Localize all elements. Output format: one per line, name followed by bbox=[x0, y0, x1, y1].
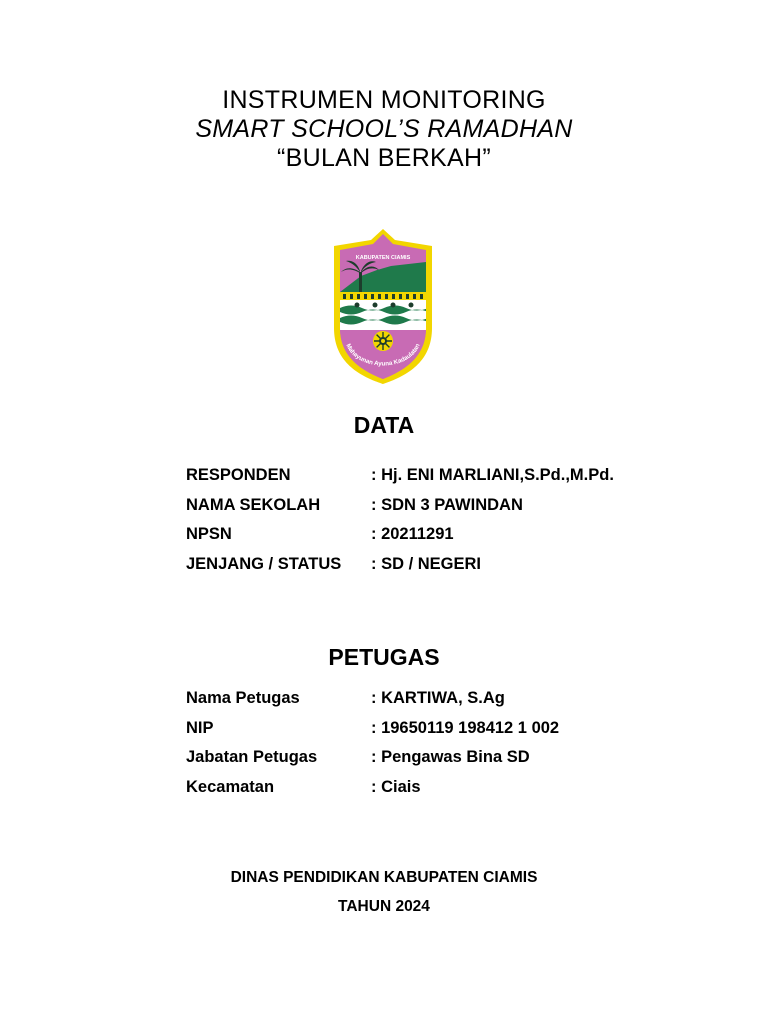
data-row-value: : SD / NEGERI bbox=[371, 554, 482, 573]
data-row bbox=[186, 496, 614, 526]
petugas-row-label: Nama Petugas bbox=[186, 689, 300, 707]
data-row-label: RESPONDEN bbox=[186, 466, 291, 484]
data-row-value: : 20211291 bbox=[371, 525, 454, 543]
svg-text:Mahayunan Ayuna Kadaulatan: Mahayunan Ayuna Kadaulatan bbox=[344, 342, 422, 368]
footer bbox=[0, 863, 768, 921]
title-line-1: INSTRUMEN MONITORING bbox=[222, 86, 546, 114]
petugas-row-label: Kecamatan bbox=[186, 777, 275, 796]
petugas-row-value: : KARTIWA, S.Ag bbox=[371, 689, 505, 707]
petugas-row bbox=[186, 719, 559, 749]
petugas-row-value: : Pengawas Bina SD bbox=[371, 748, 530, 766]
data-row-label: NAMA SEKOLAH bbox=[186, 495, 321, 514]
data-rows bbox=[186, 466, 614, 584]
petugas-row-value: : 19650119 198412 1 002 bbox=[371, 718, 560, 737]
data-row bbox=[186, 525, 614, 555]
petugas-heading: PETUGAS bbox=[328, 644, 440, 670]
petugas-row-value: : Ciais bbox=[371, 777, 421, 796]
data-heading: DATA bbox=[353, 412, 415, 438]
data-row-label: JENJANG / STATUS bbox=[186, 554, 342, 573]
document-title bbox=[0, 86, 768, 173]
data-row bbox=[186, 466, 614, 496]
petugas-row bbox=[186, 748, 559, 778]
petugas-row bbox=[186, 778, 559, 808]
data-row-value: : Hj. ENI MARLIANI,S.Pd.,M.Pd. bbox=[371, 466, 614, 484]
footer-line-2: TAHUN 2024 bbox=[338, 898, 430, 915]
title-line-3: “BULAN BERKAH” bbox=[277, 144, 491, 172]
petugas-row-label: Jabatan Petugas bbox=[186, 748, 318, 766]
svg-text:KABUPATEN CIAMIS: KABUPATEN CIAMIS bbox=[355, 255, 411, 261]
petugas-rows bbox=[186, 689, 559, 807]
kabupaten-ciamis-emblem bbox=[331, 228, 435, 384]
title-line-2: SMART SCHOOL’S RAMADHAN bbox=[195, 115, 573, 143]
petugas-row-label: NIP bbox=[186, 718, 214, 737]
petugas-row bbox=[186, 689, 559, 719]
data-row bbox=[186, 555, 614, 585]
footer-line-1: DINAS PENDIDIKAN KABUPATEN CIAMIS bbox=[230, 869, 538, 886]
data-row-value: : SDN 3 PAWINDAN bbox=[371, 495, 523, 514]
data-row-label: NPSN bbox=[186, 525, 232, 543]
